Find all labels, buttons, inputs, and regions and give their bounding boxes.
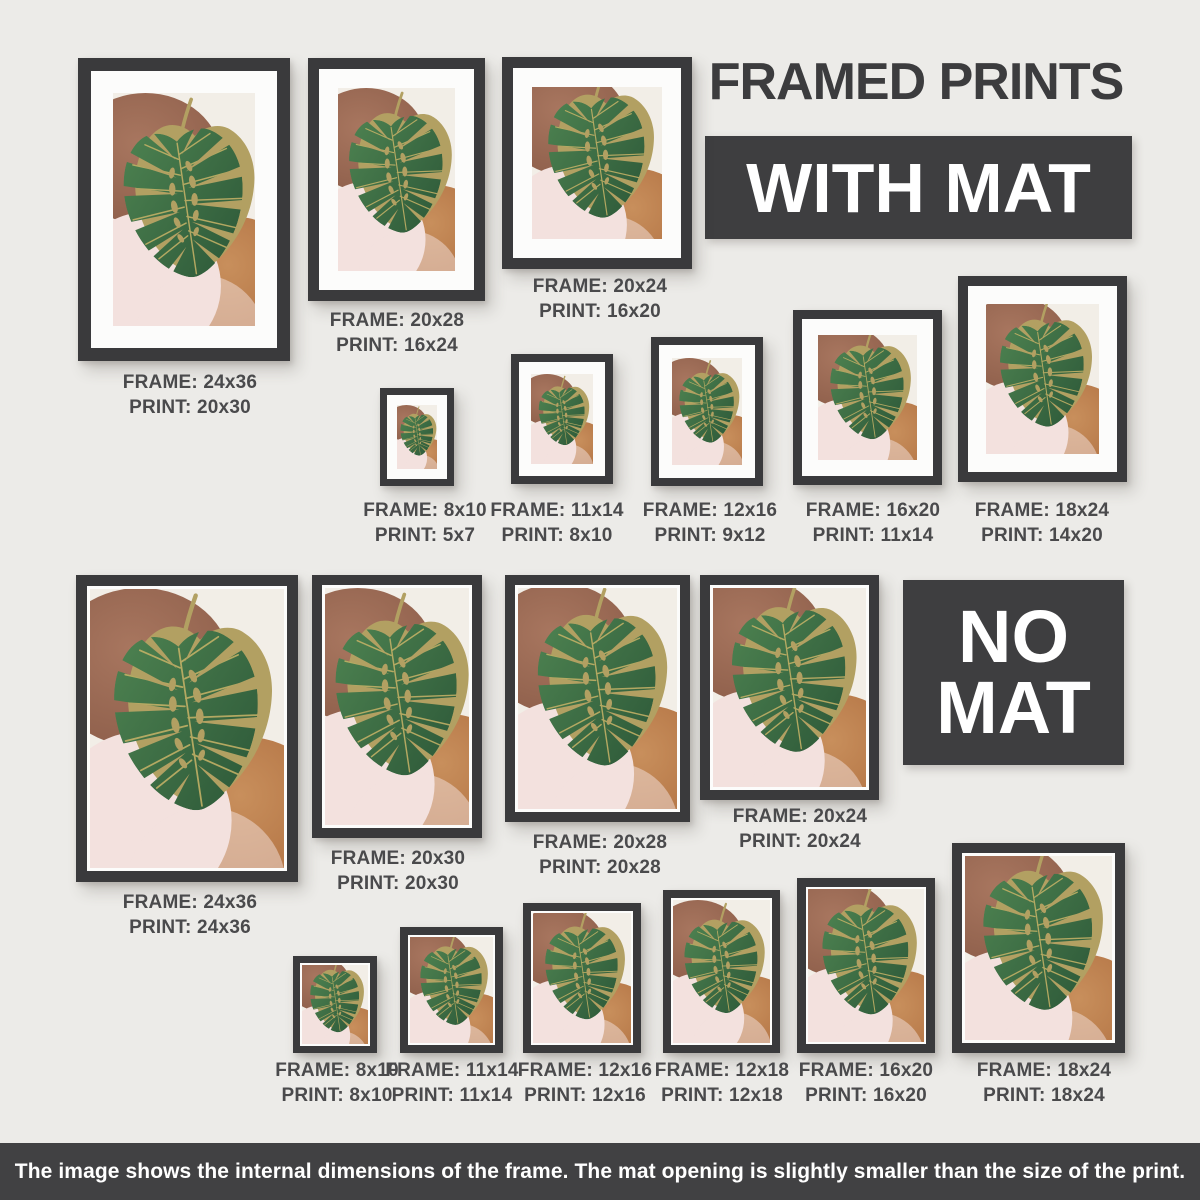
- frame-with-mat-11x14: [511, 354, 613, 484]
- print-artwork: [302, 965, 368, 1044]
- monstera-artwork: [533, 913, 631, 1043]
- frame-lip: [322, 585, 472, 828]
- frame-size-text: FRAME: 20x24: [732, 806, 868, 827]
- frame-no-mat-12x16: [523, 903, 641, 1053]
- size-label-no-mat-20x24: [733, 804, 867, 855]
- frame-size-text: FRAME: 16x20: [805, 500, 941, 521]
- print-size-text: PRINT: 8x10: [281, 1085, 393, 1107]
- mat: [319, 69, 474, 290]
- monstera-artwork: [965, 856, 1112, 1040]
- print-artwork: [673, 900, 770, 1043]
- frame-with-mat-20x28: [308, 58, 485, 301]
- frame-with-mat-20x24: [502, 57, 692, 269]
- frame-with-mat-8x10: [380, 388, 454, 486]
- frame-lip: [806, 887, 926, 1044]
- print-artwork: [986, 304, 1099, 454]
- print-artwork: [808, 889, 924, 1042]
- print-artwork: [713, 588, 866, 787]
- mat: [519, 362, 605, 476]
- monstera-artwork: [986, 304, 1099, 454]
- frame-lip: [408, 935, 495, 1045]
- size-label-no-mat-12x16: [518, 1058, 652, 1109]
- frame-lip: [531, 911, 633, 1045]
- frame-lip: [300, 963, 370, 1046]
- print-artwork: [90, 589, 284, 868]
- frame-size-text: FRAME: 20x24: [532, 276, 668, 297]
- frame-with-mat-18x24: [958, 276, 1127, 482]
- frame-size-text: FRAME: 18x24: [976, 1060, 1112, 1081]
- monstera-artwork: [818, 335, 917, 460]
- frame-size-text: FRAME: 24x36: [122, 892, 258, 913]
- size-label-no-mat-16x20: [799, 1058, 933, 1109]
- frame-no-mat-24x36: [76, 575, 298, 882]
- print-size-text: PRINT: 16x20: [805, 1085, 927, 1107]
- monstera-artwork: [808, 889, 924, 1042]
- print-size-text: PRINT: 20x24: [739, 831, 861, 853]
- mat: [968, 286, 1117, 472]
- frame-no-mat-18x24: [952, 843, 1125, 1053]
- size-label-no-mat-20x28: [533, 830, 667, 881]
- size-label-no-mat-18x24: [977, 1058, 1111, 1109]
- monstera-artwork: [672, 358, 742, 465]
- mat: [91, 71, 277, 348]
- frame-size-text: FRAME: 16x20: [798, 1060, 934, 1081]
- monstera-artwork: [90, 589, 284, 868]
- frame-size-text: FRAME: 18x24: [974, 500, 1110, 521]
- frame-lip: [87, 586, 287, 871]
- frame-size-text: FRAME: 8x10: [275, 1060, 399, 1081]
- frame-no-mat-11x14: [400, 927, 503, 1053]
- frame-no-mat-16x20: [797, 878, 935, 1053]
- print-size-text: PRINT: 16x24: [336, 335, 458, 357]
- monstera-artwork: [325, 588, 469, 825]
- frame-with-mat-24x36: [78, 58, 290, 361]
- print-size-text: PRINT: 11x14: [812, 525, 934, 547]
- frame-with-mat-16x20: [793, 310, 942, 485]
- size-label-with-mat-12x16: [643, 498, 777, 549]
- frame-lip: [515, 585, 680, 812]
- monstera-artwork: [397, 405, 437, 469]
- frame-no-mat-20x30: [312, 575, 482, 838]
- frame-size-text: FRAME: 8x10: [363, 500, 487, 521]
- frame-lip: [962, 853, 1115, 1043]
- frame-no-mat-8x10: [293, 956, 377, 1053]
- print-artwork: [325, 588, 469, 825]
- frame-lip: [710, 585, 869, 790]
- print-size-text: PRINT: 12x18: [661, 1085, 783, 1107]
- print-artwork: [518, 588, 677, 809]
- print-artwork: [965, 856, 1112, 1040]
- frame-size-text: FRAME: 20x28: [532, 832, 668, 853]
- print-artwork: [397, 405, 437, 469]
- print-artwork: [531, 374, 593, 464]
- size-label-no-mat-11x14: [385, 1058, 518, 1109]
- monstera-artwork: [531, 374, 593, 464]
- no-mat-badge-line2: MAT: [936, 665, 1091, 749]
- size-label-with-mat-8x10: [363, 498, 487, 549]
- print-size-text: PRINT: 12x16: [524, 1085, 646, 1107]
- print-artwork: [672, 358, 742, 465]
- monstera-artwork: [518, 588, 677, 809]
- monstera-artwork: [302, 965, 368, 1044]
- frame-lip: [671, 898, 772, 1045]
- mat: [659, 345, 755, 478]
- frame-size-text: FRAME: 11x14: [385, 1060, 519, 1081]
- size-label-no-mat-20x30: [331, 846, 465, 897]
- print-size-text: PRINT: 16x20: [539, 301, 661, 323]
- monstera-artwork: [113, 93, 255, 326]
- monstera-artwork: [410, 937, 493, 1043]
- frame-no-mat-20x28: [505, 575, 690, 822]
- size-label-no-mat-24x36: [123, 890, 257, 941]
- frame-with-mat-12x16: [651, 337, 763, 486]
- print-artwork: [818, 335, 917, 460]
- monstera-artwork: [673, 900, 770, 1043]
- print-size-text: PRINT: 11x14: [391, 1085, 513, 1107]
- frame-size-text: FRAME: 12x16: [642, 500, 778, 521]
- frame-size-text: FRAME: 20x28: [329, 310, 465, 331]
- monstera-artwork: [338, 88, 455, 271]
- print-size-text: PRINT: 14x20: [981, 525, 1103, 547]
- footer-note-text: The image shows the internal dimensions of the frame. The mat opening is slightly smaller than the size of the print.: [14, 1159, 1186, 1183]
- footer-note-bar: [0, 1143, 1200, 1200]
- frame-size-text: FRAME: 12x16: [517, 1060, 653, 1081]
- frame-size-text: FRAME: 24x36: [122, 372, 258, 393]
- print-artwork: [532, 87, 662, 239]
- monstera-artwork: [713, 588, 866, 787]
- print-size-text: PRINT: 18x24: [983, 1085, 1105, 1107]
- frame-no-mat-12x18: [663, 890, 780, 1053]
- with-mat-badge: WITH MAT: [705, 136, 1132, 239]
- print-size-text: PRINT: 20x30: [337, 873, 459, 895]
- print-size-text: PRINT: 5x7: [374, 525, 476, 547]
- size-label-no-mat-12x18: [655, 1058, 789, 1109]
- frame-size-text: FRAME: 11x14: [490, 500, 624, 521]
- size-label-with-mat-20x24: [533, 274, 667, 325]
- print-size-text: PRINT: 9x12: [654, 525, 766, 547]
- frame-size-text: FRAME: 12x18: [654, 1060, 790, 1081]
- print-size-text: PRINT: 20x28: [539, 857, 661, 879]
- size-label-with-mat-18x24: [975, 498, 1109, 549]
- print-size-text: PRINT: 8x10: [501, 525, 613, 547]
- size-label-no-mat-8x10: [275, 1058, 399, 1109]
- print-artwork: [113, 93, 255, 326]
- no-mat-badge-line1: NO: [958, 595, 1069, 679]
- mat: [802, 319, 933, 476]
- mat: [387, 395, 447, 479]
- print-size-text: PRINT: 24x36: [129, 917, 251, 939]
- size-label-with-mat-11x14: [490, 498, 623, 549]
- frame-no-mat-20x24: [700, 575, 879, 800]
- print-size-text: PRINT: 20x30: [129, 397, 251, 419]
- mat: [513, 68, 681, 258]
- frame-size-text: FRAME: 20x30: [330, 848, 466, 869]
- print-artwork: [338, 88, 455, 271]
- print-artwork: [533, 913, 631, 1043]
- no-mat-badge: [903, 580, 1124, 765]
- size-label-with-mat-24x36: [123, 370, 257, 421]
- size-label-with-mat-16x20: [806, 498, 940, 549]
- page-title: FRAMED PRINTS: [708, 53, 1124, 111]
- monstera-artwork: [532, 87, 662, 239]
- print-artwork: [410, 937, 493, 1043]
- size-label-with-mat-20x28: [330, 308, 464, 359]
